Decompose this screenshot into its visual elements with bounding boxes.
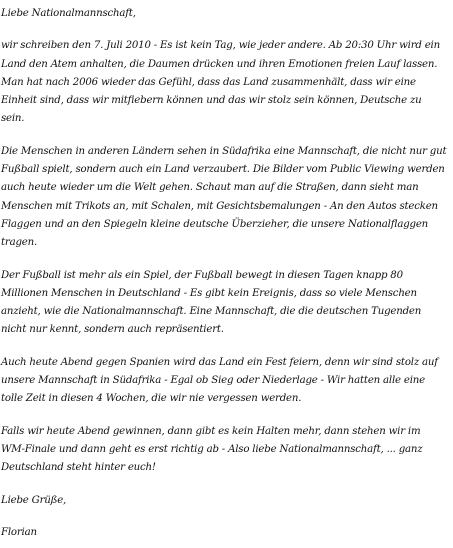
paragraph-1: wir schreiben den 7. Juli 2010 - Es ist kein Tag, wie jeder andere. Ab 20:30 Uhr wird ein Land den Atem anhalten, die Daumen drücken und ihren Emotionen freien Lauf lassen. Man hat nach 2006 wieder das Gefühl, dass das Land zusammenhält, dass wir eine Einheit sind, dass wir mitfiebern können und das wir stolz sein können, Deutsche zu sein. [1, 40, 440, 125]
closing: Liebe Grüße, [1, 494, 67, 506]
paragraph-2: Die Menschen in anderen Ländern sehen in Südafrika eine Mannschaft, die nicht nur gut Fußball spielt, sondern auch ein Land verzaubert. Die Bilder vom Public Viewing werden auch heute wieder um die Welt gehen. Schaut man auf die Straßen, dann sieht man Menschen mit Trikots an, mit Schalen, mit Gesichtsbemalungen - An den Autos stecken Flaggen und an den Spiegeln kleine deutsche Überzieher, die unsere Nationalflaggen tragen. [1, 145, 447, 249]
signature: Florian [1, 526, 37, 538]
paragraph-5: Falls wir heute Abend gewinnen, dann gibt es kein Halten mehr, dann stehen wir im WM-Finale und dann geht es erst richtig ab - Also liebe Nationalmannschaft, ... ganz Deutschland steht hinter euch! [1, 425, 423, 474]
paragraph-3: Der Fußball ist mehr als ein Spiel, der Fußball bewegt in diesen Tagen knapp 80 Millionen Menschen in Deutschland - Es gibt kein Ereignis, dass so viele Menschen anzieht, wie die Nationalmannschaft. Eine Mannschaft, die die deutschen Tugenden nicht nur kennt, sondern auch repräsentiert. [1, 269, 422, 336]
paragraph-4: Auch heute Abend gegen Spanien wird das Land ein Fest feiern, denn wir sind stolz auf unsere Mannschaft in Südafrika - Egal ob Sieg oder Niederlage - Wir hatten alle eine tolle Zeit in diesen 4 Wochen, die wir nie vergessen werden. [1, 356, 438, 405]
salutation: Liebe Nationalmannschaft, [1, 8, 136, 19]
